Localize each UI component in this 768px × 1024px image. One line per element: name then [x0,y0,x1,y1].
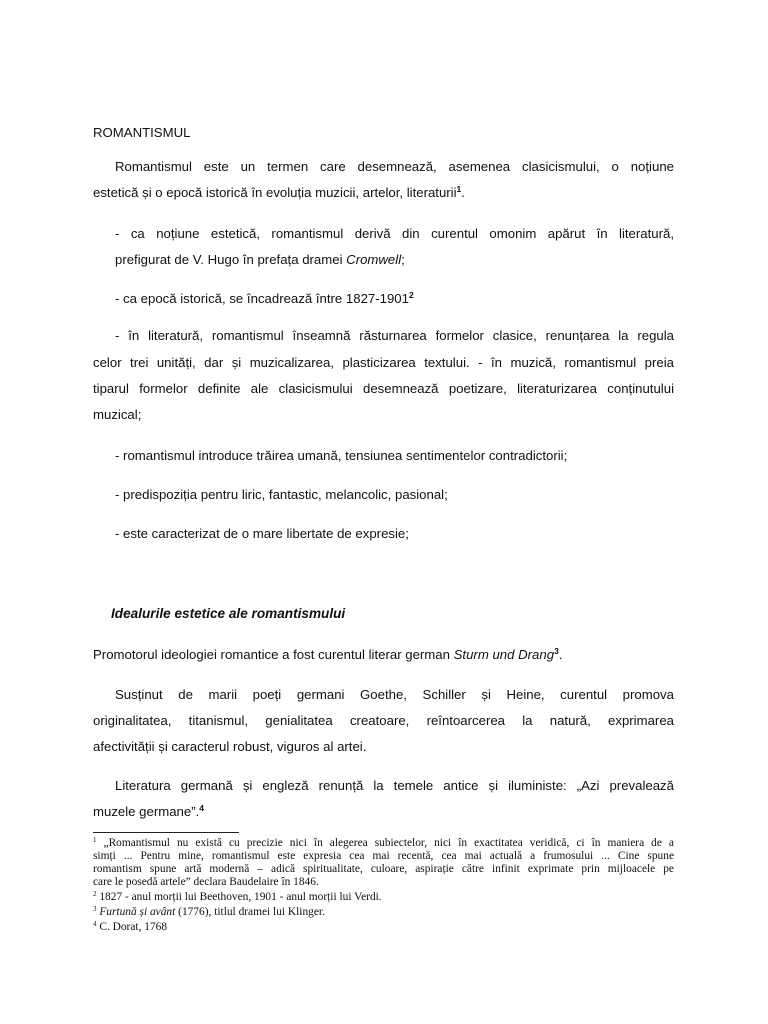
section-subheading: Idealurile estetice ale romantismului [111,606,346,621]
footnote-1-line-1: $^1$ „Romantismul nu există cu precizie nici în alegerea subiectelor, nici în exactitatea veridică, ci în maniera de a [93,836,674,849]
footnote-ref-1[interactable]: 1 [456,184,462,194]
paragraph-4-line-1: Literatura germană și engleză renunță la temele antice și iluministe: „Azi prevalează [115,778,674,793]
paragraph-3-line-2: originalitatea, titanismul, genialitatea creatoare, reîntoarcerea la natură, exprimarea [93,713,674,728]
item-3-line-2: celor trei unități, dar și muzicalizarea, plasticizarea textului. - în muzică, romantismul preia [93,355,674,370]
document-title: ROMANTISMUL [93,125,191,140]
footnote-1-line-2: simți ... Pentru mine, romantismul este expresia cea mai recentă, cea mai actuală a frumosului ... Cine spune [93,850,674,862]
footnote-separator [93,832,239,833]
item-1-line-2: prefigurat de V. Hugo în prefața dramei Cromwell; [115,252,405,267]
footnote-ref-3[interactable]: 3 [554,646,559,656]
footnote-ref-2[interactable]: 2 [408,290,414,300]
item-3-line-3: tiparul formelor definite ale clasicismului desemnează poetizare, literaturizarea conținutului [93,381,674,396]
item-5: - predispoziția pentru liric, fantastic, melancolic, pasional; [115,487,448,502]
paragraph-3-line-3: afectivității și caracterul robust, viguros al artei. [93,739,367,754]
item-1-line-1: - ca noțiune estetică, romantismul derivă din curentul omonim apărut în literatură, [115,226,674,241]
item-4: - romantismul introduce trăirea umană, tensiunea sentimentelor contradictorii; [115,448,568,463]
paragraph-1-line-1: Romantismul este un termen care desemnează, asemenea clasicismului, o noțiune [115,159,674,174]
item-3-line-4: muzical; [93,407,142,422]
paragraph-1-line-2: estetică și o epocă istorică în evoluția muzicii, artelor, literaturii$^1$. [93,184,465,200]
item-2: - ca epocă istorică, se încadrează între 1827-1901$^2$ [115,290,414,306]
item-3-line-1: - în literatură, romantismul înseamnă răsturnarea formelor clasice, renunțarea la regula [115,328,674,343]
footnote-1-line-3: romantism spune artă modernă – adică spiritualitate, culoare, aspirație către infinit exprimate prin mijloacele pe [93,863,674,875]
footnote-2: $^2$ 1827 - anul morții lui Beethoven, 1901 - anul morții lui Verdi. [93,890,382,903]
footnote-ref-4[interactable]: 4 [199,803,205,813]
item-6: - este caracterizat de o mare libertate de expresie; [115,526,409,541]
paragraph-2: Promotorul ideologiei romantice a fost curentul literar german Sturm und Drang$^3$. [93,646,563,662]
paragraph-3-line-1: Susținut de marii poeți germani Goethe, Schiller și Heine, curentul promova [115,687,674,702]
paragraph-4-line-2: muzele germane”.$^4$ [93,803,205,819]
footnote-4: $^4$ C. Dorat, 1768 [93,920,168,933]
footnote-3: $^3$ Furtună și avânt (1776), titlul dramei lui Klinger. [93,905,325,918]
footnote-1-line-4: care le posedă artele” declara Baudelaire în 1846. [93,876,319,888]
